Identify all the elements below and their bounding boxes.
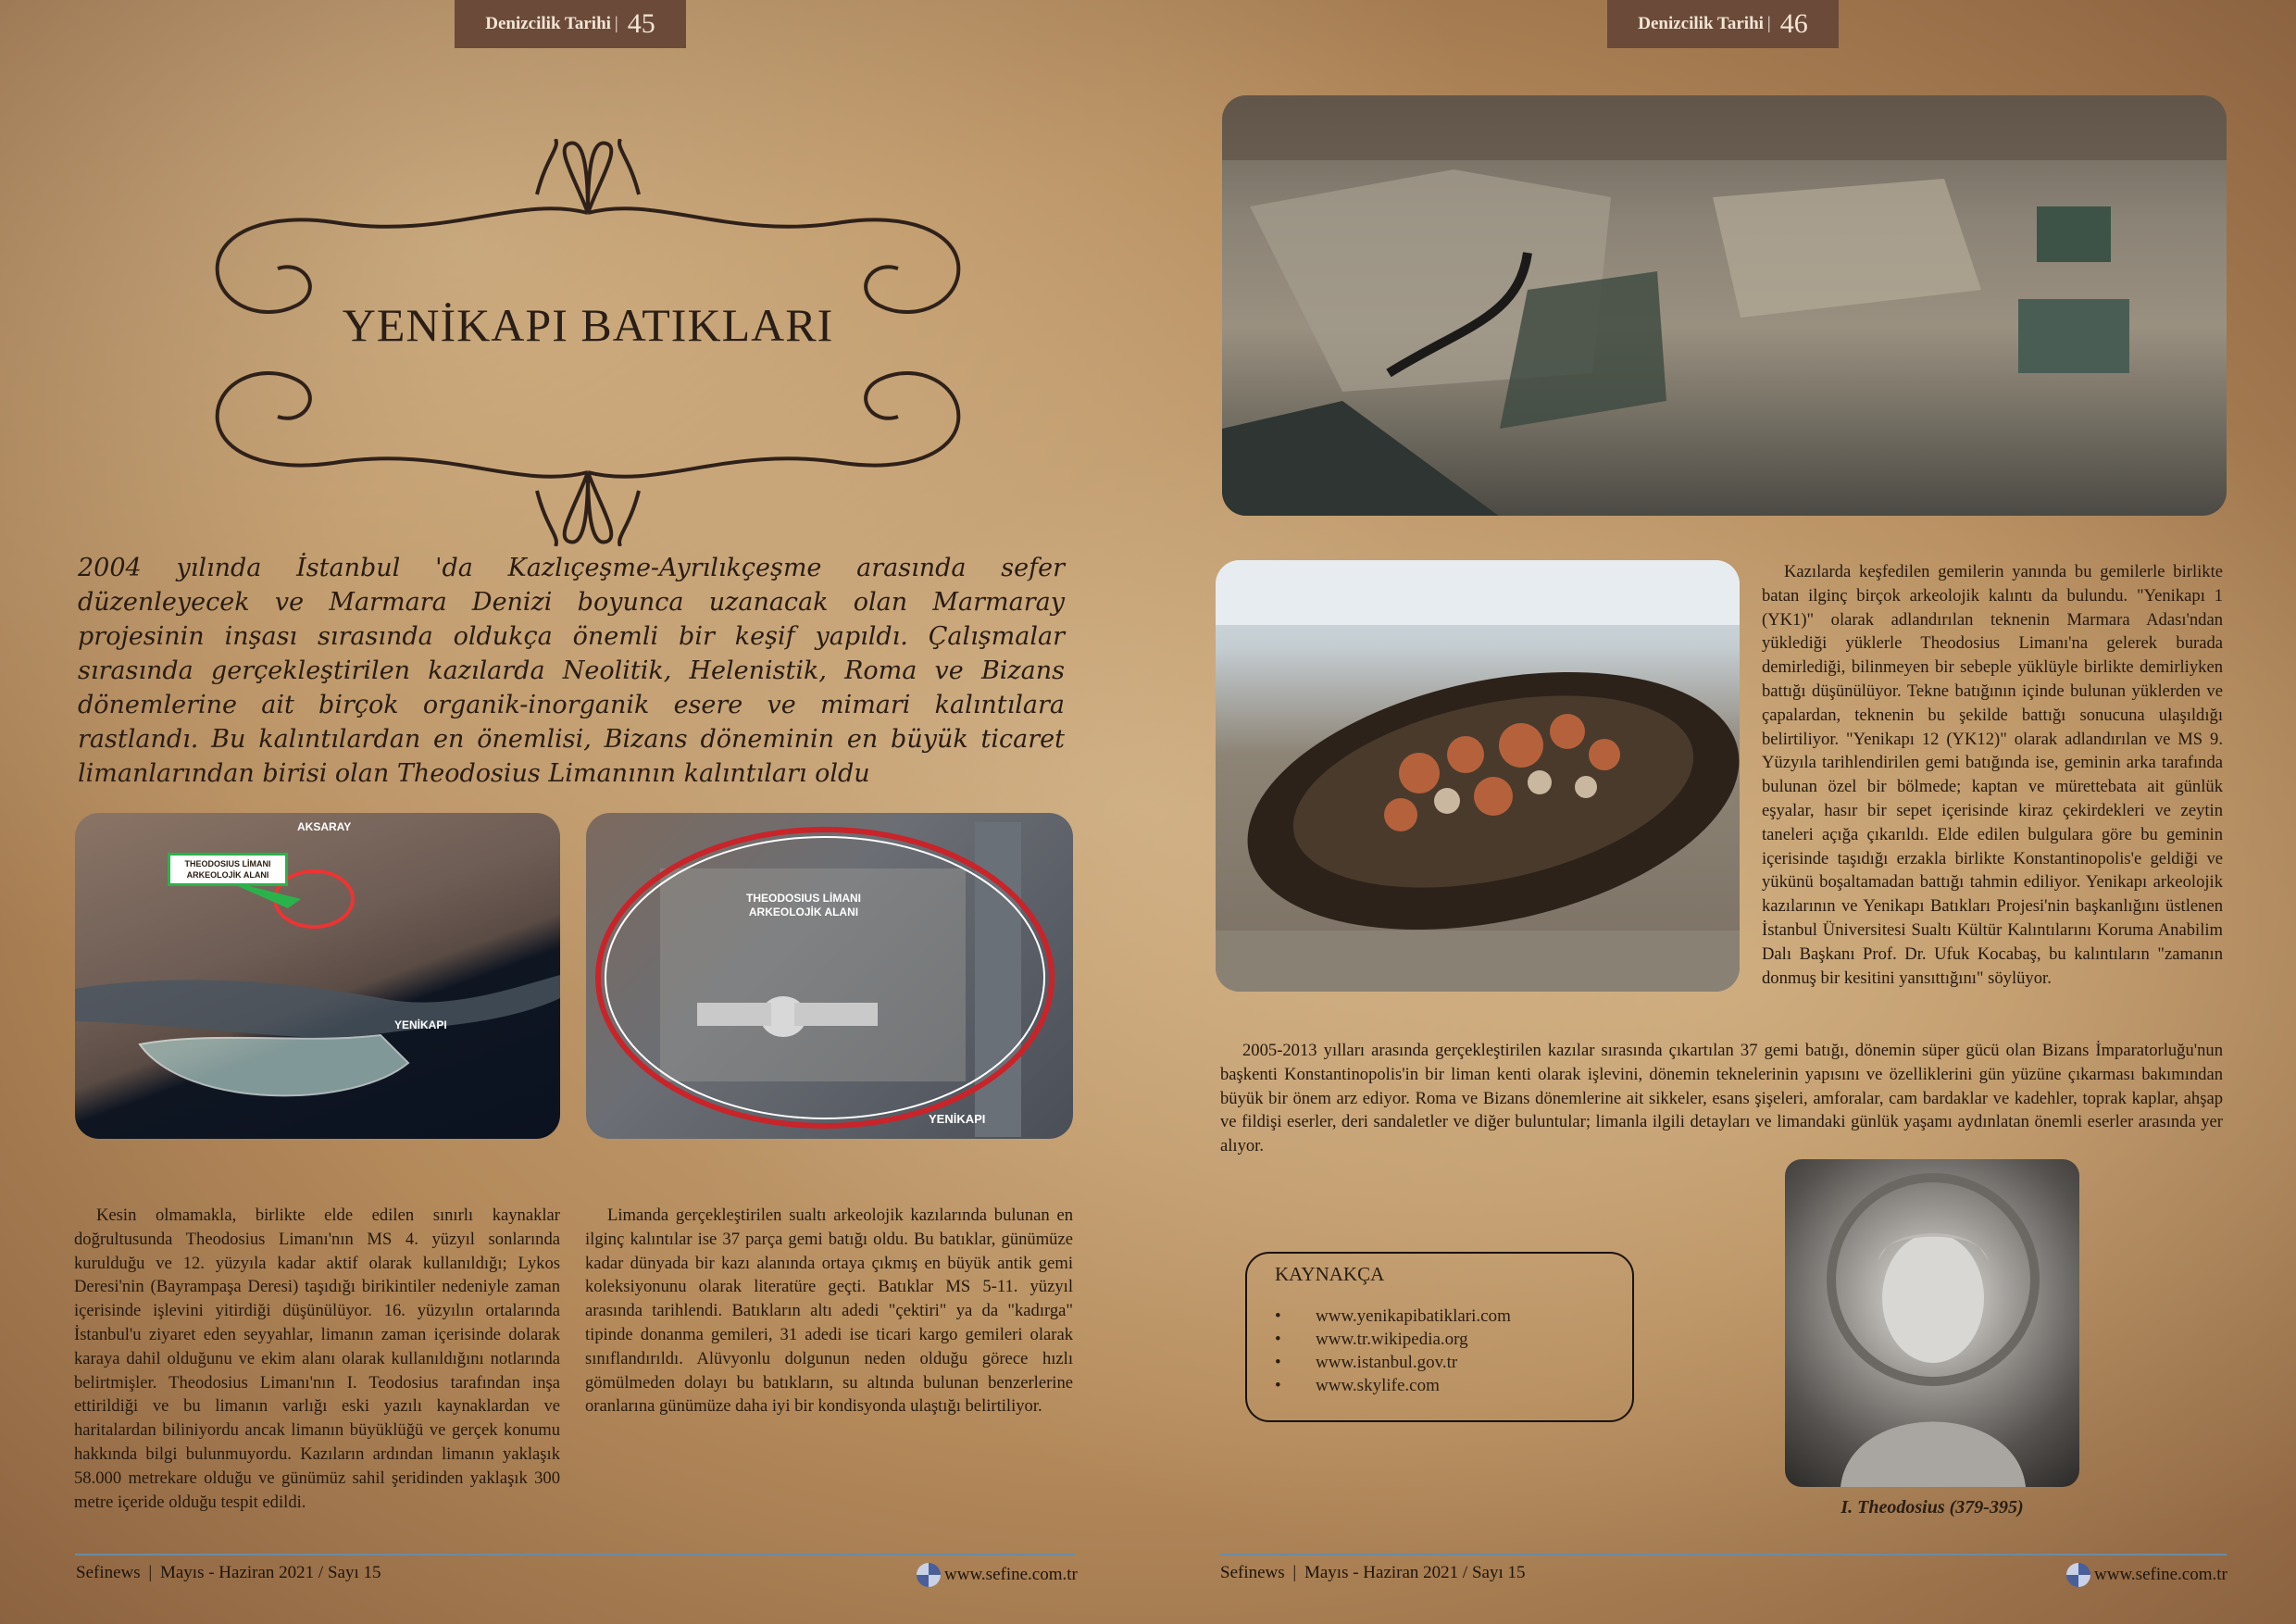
page-header-right: Denizcilik Tarihi | 46 [1607,0,1839,48]
footer-issue: Mayıs - Haziran 2021 / Sayı 15 [159,1563,381,1582]
map-label-box: THEODOSIUS LİMANI ARKEOLOJİK ALANI [168,853,288,886]
logo-icon [917,1563,941,1587]
logo-icon [2066,1563,2090,1587]
source-item[interactable]: • www.istanbul.gov.tr [1275,1351,1511,1374]
shipwreck-photo [1216,560,1740,992]
page-number: 45 [627,8,655,39]
footer-magazine: Sefinews [76,1563,141,1582]
body-column-3: Kazılarda keşfedilen gemilerin yanında bu gemilerle birlikte batan ilginç birçok arkeolojik kalıntı da bulundu. "Yenikapı 1 (YK1)" olarak adlandırılan teknenin Marmara Adası'ndan yüklediği yüklerle Theodosius Limanı'na gelerek burada demirlediği, bilinmeyen bir sebeple yüklüyle birlikte demirliyken battığı düşünülüyor. Tekne batığının içinde bulunan yüklerden ve çapalardan, teknenin bu şekilde battığı sonucuna ulaşıldığı belirtiliyor. "Yenikapı 12 (YK12)" olarak adlandırılan ve MS 9. Yüzyıla tarihlendirilen gemi batığında ise, geminin arka tarafında bulunan özel bir bölmede; kaptan ve mürettebata ait günlük eşyalar, hasır bir sepet içerisinde kiraz çekirdekleri ve zeytin taneleri açığa çıkarıldı. Elde edilen bulgulara göre bu geminin içerisinde taşıdığı erzakla birlikte Konstantinopolis'e geldiği ve yükünü boşaltamadan battığı tahmin ediliyor. Yenikapı arkeolojik kazılarının ve Yenikapı Batıkları Projesi'nin başkanlığını üstlenen İstanbul Üniversitesi Sualtı Kültür Kalıntılarını Koruma Anabilim Dalı Başkanı Prof. Dr. Ufuk Kocabaş, bu kalıntıların "zamanın donmuş bir kesitini yansıttığını" söylüyor. [1762,562,2223,988]
map-label-aksaray: AKSARAY [297,820,352,833]
map2-label-center: THEODOSIUS LİMANI ARKEOLOJİK ALANI [745,892,861,918]
source-item[interactable]: • www.skylife.com [1275,1374,1511,1397]
map-photo-1 [75,813,560,1139]
sources-box [1245,1252,1634,1422]
theodosius-relief [1785,1159,2079,1487]
sources-title: KAYNAKÇA [1275,1263,1385,1285]
excavation-photo [1222,95,2227,516]
map-photo-2 [586,813,1073,1139]
page-number: 46 [1779,8,1808,39]
source-item[interactable]: • www.tr.wikipedia.org [1275,1328,1511,1351]
footer-url-right[interactable] [2066,1563,2227,1587]
footer-rule-right [1220,1554,2227,1555]
body-column-1: Kesin olmamakla, birlikte elde edilen sınırlı kaynaklar doğrultusunda Theodosius Limanı'nın MS 4. yüzyıl sonlarında kurulduğu ve 12. yüzyıla kadar aktif olarak kullanıldığı; Lykos Deresi'nin (Bayrampaşa Deresi) taşıdığı birikintiler nedeniyle zaman içerisinde işlevini yitirdiği düşünülüyor. 16. yüzyılın ortalarında İstanbul'u ziyaret eden seyyahlar, limanın zaman içerisinde dolarak karaya dahil olduğunu ve ekim alanı olarak kullanıldığını notlarında belirtmişler. Theodosius Limanı'nın I. Teodosius tarafından inşa ettirildiği ve bu limanın varlığı eski yazılı kaynaklardan ve haritalardan biliniyordu ancak limanın büyüklüğü ve gerçek konumu hakkında bilgi bulunmuyordu. Kazıların ardından limanın yaklaşık 58.000 metrekare olduğu ve günümüz sahil şeridinden yaklaşık 300 metre içeride olduğu tespit edildi. [74,1206,560,1512]
source-item[interactable]: • www.yenikapibatiklari.com [1275,1305,1511,1328]
page-header-left: Denizcilik Tarihi | 45 [455,0,686,48]
section-label: Denizcilik Tarihi [1638,14,1764,33]
section-label: Denizcilik Tarihi [485,14,611,33]
sources-list [1275,1305,1511,1397]
footer-magazine: Sefinews [1220,1563,1285,1582]
footer-url[interactable]: www.sefine.com.tr [2094,1565,2227,1584]
footer-issue: Mayıs - Haziran 2021 / Sayı 15 [1304,1563,1526,1582]
footer-left: Sefinews | Mayıs - Haziran 2021 / Sayı 15 [76,1563,381,1582]
body-column-4: 2005-2013 yılları arasında gerçekleştirilen kazılar sırasında çıkartılan 37 gemi batığı, dönemin süper gücü olan Bizans İmparatorluğu'nun başkenti Konstantinopolis'in bir liman kenti olarak işlevini, dönemin teknelerinin yapısını ve özelliklerini gün yüzüne çıkarması bakımından büyük bir önem arz ediyor. Roma ve Bizans dönemlerine ait sikkeler, esans şişeleri, amforalar, cam bardaklar ve kadehler, toprak kaplar, ahşap ve fildişi eserler, deri sandaletler ve diğer buluntular; limanla ilgili detayları ve limandaki günlük yaşamı aydınlatan önemli eserler arasında yer alıyor. [1220,1041,2223,1156]
intro-paragraph: 2004 yılında İstanbul 'da Kazlıçeşme-Ayrılıkçeşme arasında sefer düzenleyecek ve Marmara Denizi boyunca uzanacak olan Marmaray projesinin inşası sırasında oldukça önemli bir keşif yapıldı. Çalışmalar sırasında gerçekleştirilen kazılarda Neolitik, Helenistik, Roma ve Bizans dönemlerine ait birçok organik-inorganik esere ve mimari kalıntılara rastlandı. Bu kalıntılardan en önemlisi, Bizans döneminin en büyük ticaret limanlarından birisi olan Theodosius Limanının kalıntıları oldu [78,554,1065,788]
footer-url-left[interactable] [917,1563,1078,1587]
footer-rule-left [75,1554,1075,1555]
map-label-yenikapi: YENİKAPI [394,1018,447,1031]
image-caption: I. Theodosius (379-395) [1841,1497,2024,1518]
footer-right: Sefinews | Mayıs - Haziran 2021 / Sayı 15 [1220,1563,1526,1582]
footer-url[interactable]: www.sefine.com.tr [944,1565,1078,1584]
map2-label-yenikapi: YENİKAPI [929,1112,986,1126]
body-column-2: Limanda gerçekleştirilen sualtı arkeolojik kazılarında bulunan en ilginç kalıntılar ise 37 parça gemi batığı oldu. Bu batıklar, günümüze kadar dünyada bir kazı alanında ortaya çıkmış en büyük antik gemi koleksiyonunu olarak literatüre geçti. Batıklar MS 5-11. yüzyıl arasında tarihlendi. Batıkların altı adedi "çektiri" ya da "kadırga" tipinde donanma gemileri, 31 adedi ise ticari kargo gemileri olarak sınıflandırıldı. Alüvyonlu dolgunun neden olduğu görece hızlı gömülmeden dolayı bu batıkların, su altında bulunan benzerlerine oranlarına günümüze daha iyi bir kondisyonda ulaştığı belirtiliyor. [585,1206,1073,1417]
page-title: YENİKAPI BATIKLARI [342,299,834,351]
